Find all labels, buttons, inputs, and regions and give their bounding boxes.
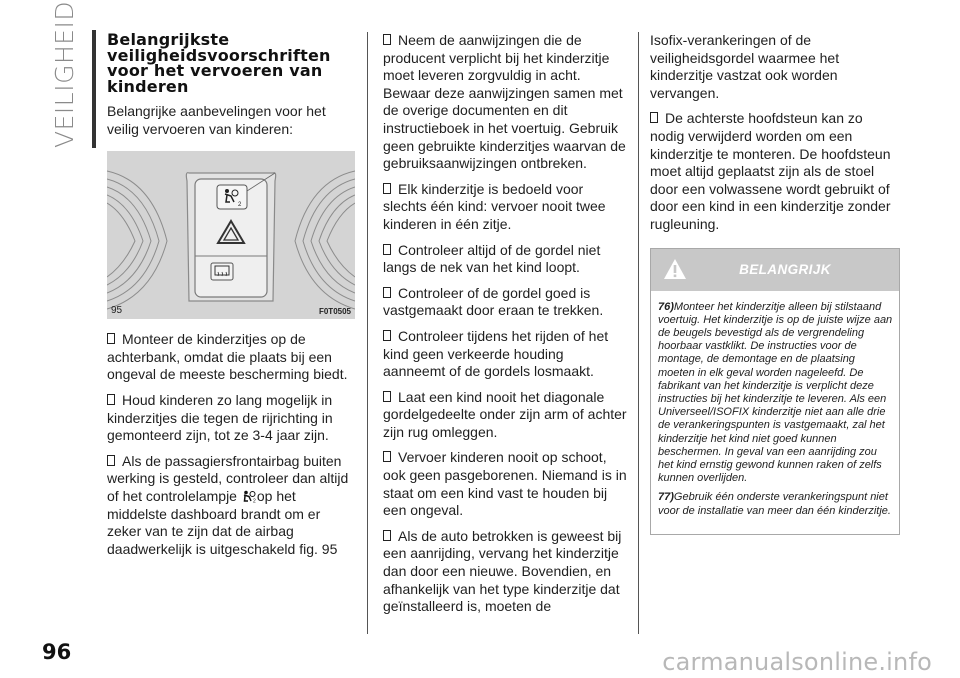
bullet-paragraph: Elk kinderzitje is bedoeld voor slechts één kind: vervoer nooit twee kinderen in één zitje. [383,181,629,234]
section-rule [92,30,96,148]
column-divider [367,32,368,634]
continuation-paragraph: Isofix-verankeringen of de veiligheidsgordel waarmee het kinderzitje vastzat ook worden vervangen. [650,32,840,101]
column-2 [383,32,629,624]
bullet-paragraph: Monteer de kinderzitjes op de achterbank, omdat die plaats bij een ongeval de meeste bescherming biedt. [107,331,355,384]
column-divider [638,32,639,634]
page-number: 96 [42,640,72,664]
airbag-text-after: op het middelste dashboard brandt om er zeker van te zijn dat de airbag daadwerkelijk is uitgeschakeld fig. 95 [107,487,338,557]
bullet-paragraph: De achterste hoofdsteun kan zo nodig verwijderd worden om een kinderzitje te monteren. De hoofdsteun moet altijd geplaatst zijn als de stoel door een volwassene wordt gebruikt of door een kind in een kinderzitje zonder rugleuning. [650,110,900,233]
figure-number: 95 [111,305,123,317]
section-title-vertical: VEILIGHEID [50,0,79,148]
note-text: Gebruik één onderste verankeringspunt niet voor de installatie van meer dan één kinderzitje. [658,491,891,517]
bullet-paragraph: Laat een kind nooit het diagonale gordelgedeelte onder zijn arm of achter zijn rug omleggen. [383,389,629,442]
bullet-paragraph: Als de auto betrokken is geweest bij een aanrijding, vervang het kinderzitje dan door een nieuwe. Bovendien, en afhankelijk van het type kinderzitje dat geïnstalleerd is, moeten de [383,528,629,616]
bullet-paragraph: Neem de aanwijzingen die de producent verplicht bij het kinderzitje moet leveren zorgvuldig in acht. Bewaar deze aanwijzingen samen met de overige documenten en dit instructieboek in het voertuig. Gebruik geen gebruikte kinderzitjes waarvan de gebruiksaanwijzingen ontbreken. [383,32,629,173]
bullet-paragraph-airbag [107,453,355,559]
intro-paragraph: Belangrijke aanbevelingen voor het veilig vervoeren van kinderen: [107,103,326,137]
figure-code: F0T0505 [318,307,351,317]
note-76 [658,301,893,486]
bullet-paragraph: Controleer tijdens het rijden of het kind geen verkeerde houding aanneemt of de gordels losmaakt. [383,328,629,381]
bullet-paragraph: Vervoer kinderen nooit op schoot, ook geen pasgeborenen. Niemand is in staat om een kind vast te houden bij een ongeval. [383,449,629,519]
dashboard-illustration [107,151,355,319]
column-1 [107,32,355,566]
svg-text:2: 2 [252,498,256,503]
dashboard-figure [107,151,355,319]
watermark: carmanualsonline.info [662,648,932,676]
important-notice-title: BELANGRIJK [739,262,831,278]
important-notice-header [651,249,899,291]
airbag-text-before: Als de passagiersfrontairbag buiten werking is gesteld, controleer dan altijd of het controlelampje [107,452,349,504]
warning-triangle-icon [663,258,687,280]
important-notice-box [650,248,900,535]
column-3 [650,32,900,535]
note-number: 76) [658,300,674,313]
note-text: Monteer het kinderzitje alleen bij stilstaand voertuig. Het kinderzitje is op de juiste wijze aan de beugels bevestigd als de vergrendeling hoorbaar vastklikt. De instructies voor de montage, de demontage en de plaatsing moeten in elk geval worden nageleefd. De fabrikant van het kinderzitje is verplicht deze instructies bij het kinderzitje te leveren. Als een Universeel/ISOFIX kinderzitje niet aan alle drie de verankeringspunten is vastgemaakt, zal het kinderzitje het kind niet goed kunnen beschermen. In geval van een aanrijding zou het kind ernstig gewond kunnen raken of zelfs kunnen overlijden. [658,300,893,485]
note-77 [658,491,893,517]
bullet-paragraph: Controleer altijd of de gordel niet langs de nek van het kind loopt. [383,242,629,277]
svg-text:2: 2 [238,202,242,209]
note-number: 77) [658,491,674,504]
bullet-paragraph: Houd kinderen zo lang mogelijk in kinderzitjes die tegen de rijrichting in gemonteerd zijn, tot ze 3-4 jaar zijn. [107,392,355,445]
important-notice-body [651,291,899,534]
airbag-off-lamp-icon [241,490,257,503]
bullet-paragraph: Controleer of de gordel goed is vastgemaakt door eraan te trekken. [383,285,629,320]
section-heading: Belangrijkste veiligheidsvoorschriften voor het vervoeren van kinderen [107,30,331,96]
